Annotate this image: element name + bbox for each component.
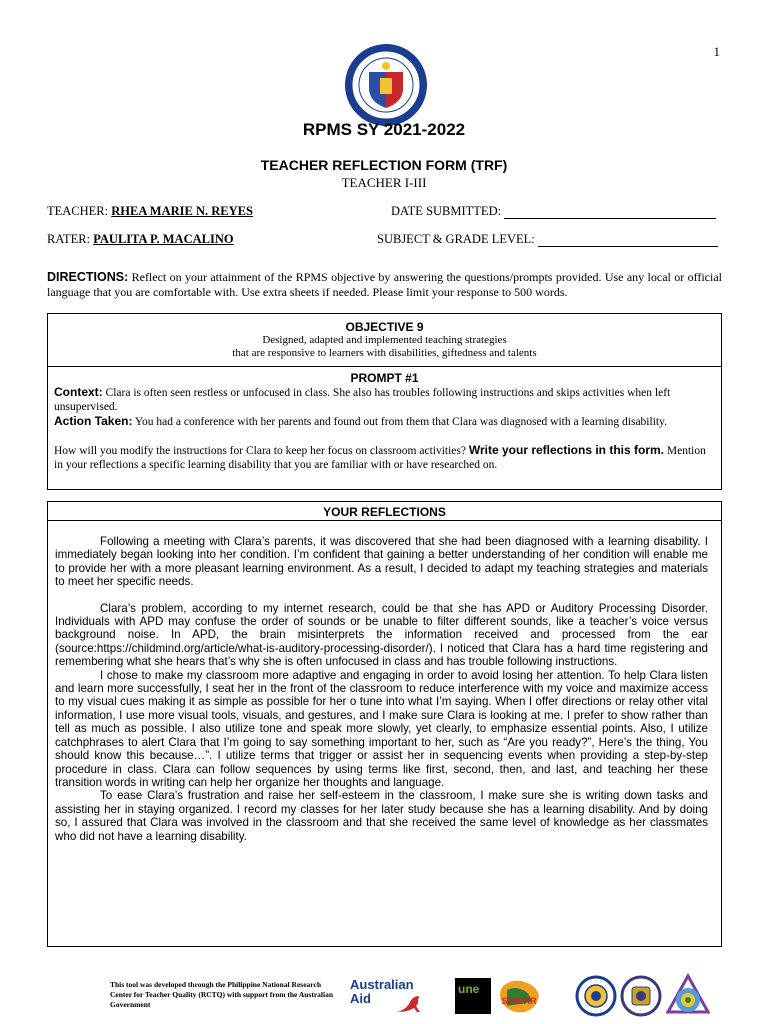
simerr-logo (497, 978, 541, 1014)
objective-title: OBJECTIVE 9 (345, 320, 424, 334)
partner-seal-icon (620, 975, 662, 1017)
objective-description (48, 334, 721, 360)
subject-grade-field (377, 232, 718, 247)
reflection-paragraph: To ease Clara’s frustration and raise her self-esteem in the classroom, I make sure she is writing down tasks and assisting her in staying organized. I record my classes for her later study because she has a learning disability. And by doing so, I assured that Clara was involved in the classroom and that she received the same level of knowledge as her classmates who did not have a learning disability. (55, 789, 708, 843)
simerr-logo-text: SiMERR (501, 996, 537, 1006)
subject-grade-label: SUBJECT & GRADE LEVEL: (377, 232, 535, 246)
prompt-body (54, 385, 715, 472)
objective-line-2: that are responsive to learners with disabilities, giftedness and talents (232, 347, 537, 359)
teacher-label: TEACHER: (47, 204, 109, 218)
context-label: Context: (54, 385, 103, 399)
teacher-value: RHEA MARIE N. REYES (111, 204, 253, 218)
reflection-paragraph: I chose to make my classroom more adaptive and engaging in order to avoid losing her attention. To help Clara listen and learn more successfully, I seat her in the front of the classroom to reduce interference with my voice and maximize access to my visual cues making it as simple as possible for her o tune into what I’m saying. When I offer directions or relay other vital information, I use more visual tools, visuals, and gestures, and I make sure Clara is looking at me. I prefer to show rather than tell as much as possible. I also utilize tone and speak more slowly, yet clearly, to emphasize essential points. Also, I utilize catchphrases to alert Clara that I’m going to say something important to her, such as “Are you ready?”, Here’s the thing, You should know this because…”. I utilize terms that trigger or assist her in sequencing events when providing a step-by-step procedure in class. Clara can follow sequences by using terms like first, second, then, and last, and teaching her these transition words in writing can help her organize her thoughts and language. (55, 668, 708, 789)
form-title: TEACHER REFLECTION FORM (TRF) (260, 157, 508, 173)
reflection-paragraph: Clara’s problem, according to my internet research, could be that she has APD or Auditory Processing Disorder. Individuals with APD may confuse the order of sounds or be unable to filter different sounds, like a teacher’s voice versus background noise. In APD, the brain misinterprets the information received and processed from the ear (source:https://childmind.org/article/what-is-auditory-processing-disorder/). I noticed that Clara has a hard time registering and remembering what she hears that’s why she is often unfocused in class and has trouble following instructions. (55, 601, 708, 669)
objective-box (47, 313, 722, 490)
teacher-level: TEACHER I-III (341, 175, 427, 190)
rater-label: RATER: (47, 232, 91, 246)
date-submitted-field (391, 204, 716, 219)
question-text: How will you modify the instructions for Clara to keep her focus on classroom activities? (54, 445, 466, 457)
prompt-title: PROMPT #1 (350, 371, 419, 385)
rater-field (47, 232, 234, 247)
date-submitted-label: DATE SUBMITTED: (391, 204, 502, 218)
date-submitted-line[interactable] (504, 206, 716, 219)
page-number: 1 (713, 44, 720, 59)
directions-text: Reflect on your attainment of the RPMS objective by answering the questions/prompts provided. Use any local or official language that you are comfortable with. Use extra sheets if needed. Please limit your response to 500 words. (47, 270, 722, 299)
directions (47, 270, 722, 300)
directions-label: DIRECTIONS: (47, 270, 129, 284)
question-tail: Mention in your reflections a specific learning disability that you are familiar with or have researched on. (54, 445, 706, 471)
aid-line-2: Aid (350, 991, 371, 1006)
aid-line-1: Australian (350, 977, 414, 992)
page-title: RPMS SY 2021-2022 (302, 120, 466, 139)
question-bold: Write your reflections in this form. (468, 443, 665, 457)
footer-note: This tool was developed through the Philippine National Research Center for Teacher Quality (RCTQ) with support from the Australian Government (110, 980, 333, 1009)
rctq-logo-icon (664, 972, 712, 1020)
prompt-context (54, 385, 715, 414)
objective-line-1: Designed, adapted and implemented teaching strategies (262, 334, 507, 346)
context-text: Clara is often seen restless or unfocused in class. She also has troubles following instructions and skips activities when left unsupervised. (54, 387, 671, 413)
kangaroo-icon (395, 994, 425, 1014)
reflections-box[interactable] (47, 501, 722, 947)
une-logo-text: une (458, 982, 480, 996)
action-label: Action Taken: (54, 414, 133, 428)
objective-divider (48, 366, 721, 367)
reflections-body (55, 535, 708, 843)
prompt-question (54, 443, 715, 472)
university-seal-icon (575, 975, 617, 1017)
reflections-title: YOUR REFLECTIONS (323, 505, 446, 519)
une-logo (455, 978, 491, 1014)
reflections-divider (48, 520, 721, 521)
teacher-field (47, 204, 253, 219)
reflection-paragraph: Following a meeting with Clara’s parents, it was discovered that she had been diagnosed with a learning disability. I immediately began looking into her condition. I’m confident that gaining a better understanding of her condition will enable me to provide her with a more pleasant learning environment. As a result, I decided to adapt my teaching strategies and materials to meet her specific needs. (55, 535, 708, 589)
action-text: You had a conference with her parents and found out from them that Clara was diagnosed with a learning disability. (134, 416, 667, 428)
subject-grade-line[interactable] (538, 234, 718, 247)
deped-seal-logo (345, 44, 427, 126)
rater-value: PAULITA P. MACALINO (93, 232, 234, 246)
prompt-action (54, 414, 715, 429)
